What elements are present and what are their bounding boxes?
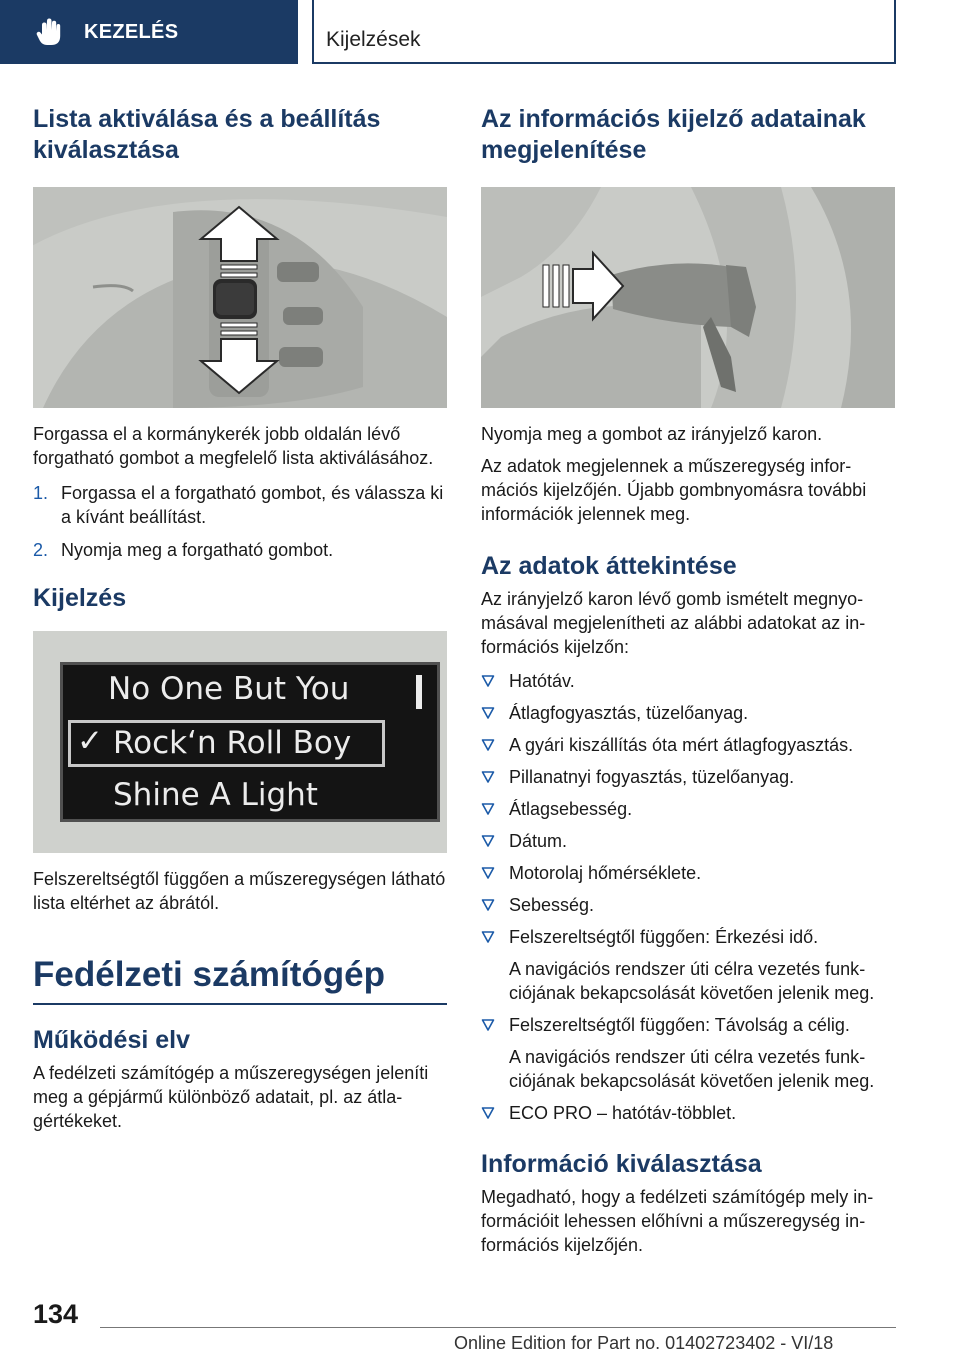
list-item bbox=[481, 1101, 895, 1125]
paragraph-overview: Az irányjelző karon lévő gomb ismételt megnyomásával megjelenítheti az alábbi adatokat az információs kijelzőn: bbox=[481, 589, 866, 657]
list-item bbox=[481, 797, 895, 821]
heading-rule bbox=[33, 1003, 447, 1005]
steering-wheel-figure bbox=[33, 187, 447, 408]
triangle-bullet-icon bbox=[481, 1018, 495, 1032]
section-title: KEZELÉS bbox=[84, 20, 179, 43]
list-item bbox=[481, 893, 895, 917]
heading-board-computer: Fedélzeti számítógép bbox=[33, 955, 386, 994]
step-text: Forgassa el a forgatható gombot, és válassza ki a kívánt beállítást. bbox=[61, 483, 444, 527]
list-item-text: Hatótáv. bbox=[509, 671, 575, 691]
paragraph-select-info: Megadható, hogy a fedélzeti számítógép mely információit lehessen előhívni a műszeregység információs kijelzőjén. bbox=[481, 1187, 874, 1255]
right-column bbox=[481, 104, 895, 1257]
chapter-title: Kijelzések bbox=[326, 28, 421, 51]
list-item-text: Pillanatnyi fogyasztás, tüzelőanyag. bbox=[509, 767, 795, 787]
header-divider bbox=[312, 62, 896, 64]
heading-select-info: Információ kiválasztása bbox=[481, 1150, 762, 1178]
display-list-item: No One But You bbox=[108, 671, 350, 707]
header-divider bbox=[894, 0, 896, 64]
triangle-bullet-icon bbox=[481, 834, 495, 848]
step-text: Nyomja meg a forgatható gombot. bbox=[61, 540, 334, 560]
list-item bbox=[481, 733, 895, 757]
heading-display: Kijelzés bbox=[33, 584, 127, 612]
steering-wheel-illustration bbox=[33, 187, 447, 408]
paragraph-equipment-note: Felszereltségtől függően a műszeregységen látható lista eltérhet az ábrától. bbox=[33, 869, 446, 913]
list-item-text: Átlagsebesség. bbox=[509, 799, 633, 819]
list-item bbox=[33, 538, 447, 562]
display-figure bbox=[33, 631, 447, 853]
heading-operating-principle: Működési elv bbox=[33, 1026, 190, 1054]
turn-signal-figure bbox=[481, 187, 895, 408]
step-number: 2. bbox=[33, 540, 49, 560]
triangle-bullet-icon bbox=[481, 930, 495, 944]
hand-pointer-icon bbox=[34, 17, 64, 47]
step-number: 1. bbox=[33, 483, 49, 503]
paragraph-principle: A fedélzeti számítógép a műszeregységen jeleníti meg a gépjármű különböző adatait, pl. az átlagértékeket. bbox=[33, 1063, 429, 1131]
header-divider bbox=[312, 0, 314, 64]
heading-show-info: Az információs kijelző adatainak megjelenítése bbox=[481, 105, 866, 164]
list-item-text: Átlagfogyasztás, tüzelőanyag. bbox=[509, 703, 749, 723]
paragraph-rotate-knob: Forgassa el a kormánykerék jobb oldalán lévő forgatható gombot a megfelelő lista aktiválásához. bbox=[33, 424, 434, 468]
list-item bbox=[481, 1013, 895, 1093]
check-icon: ✓ bbox=[77, 723, 103, 759]
list-item-text: Felszereltségtől függően: Érkezési idő. bbox=[509, 927, 819, 947]
paragraph-data-appears: Az adatok megjelennek a műszeregység információs kijelzőjén. Újabb gombnyomásra további információk jelennek meg. bbox=[481, 456, 867, 524]
list-item-text: Dátum. bbox=[509, 831, 568, 851]
display-list-item: Shine A Light bbox=[113, 777, 318, 813]
list-item bbox=[481, 925, 895, 1005]
list-item bbox=[481, 829, 895, 853]
display-screen bbox=[60, 662, 440, 822]
triangle-bullet-icon bbox=[481, 802, 495, 816]
list-item bbox=[481, 701, 895, 725]
heading-list-activation: Lista aktiválása és a beállítás kiválasztása bbox=[33, 105, 381, 164]
list-item-text: Sebesség. bbox=[509, 895, 595, 915]
list-item bbox=[33, 481, 447, 529]
list-item bbox=[481, 669, 895, 693]
edition-note: Online Edition for Part no. 01402723402 - VI/18 bbox=[454, 1333, 834, 1353]
list-item-text: A gyári kiszállítás óta mért átlagfogyasztás. bbox=[509, 735, 854, 755]
list-item-text: Motorolaj hőmérséklete. bbox=[509, 863, 702, 883]
page-number: 134 bbox=[33, 1299, 79, 1329]
list-item-note: A navigációs rendszer úti célra vezetés funkciójának bekapcsolását követően jelenik meg. bbox=[509, 959, 875, 1003]
triangle-bullet-icon bbox=[481, 738, 495, 752]
triangle-bullet-icon bbox=[481, 674, 495, 688]
display-scrollbar bbox=[416, 675, 422, 709]
triangle-bullet-icon bbox=[481, 706, 495, 720]
triangle-bullet-icon bbox=[481, 898, 495, 912]
triangle-bullet-icon bbox=[481, 866, 495, 880]
footer-rule bbox=[100, 1327, 896, 1328]
list-item bbox=[481, 861, 895, 885]
left-column bbox=[33, 104, 447, 1133]
heading-data-overview: Az adatok áttekintése bbox=[481, 552, 737, 580]
display-list-item: Rock‘n Roll Boy bbox=[113, 725, 352, 761]
list-item-note: A navigációs rendszer úti célra vezetés funkciójának bekapcsolását követően jelenik meg. bbox=[509, 1047, 875, 1091]
data-overview-list bbox=[481, 669, 895, 1125]
triangle-bullet-icon bbox=[481, 1106, 495, 1120]
triangle-bullet-icon bbox=[481, 770, 495, 784]
steps-list bbox=[33, 481, 447, 562]
list-item bbox=[481, 765, 895, 789]
list-item-text: Felszereltségtől függően: Távolság a célig. bbox=[509, 1015, 850, 1035]
paragraph-press-button: Nyomja meg a gombot az irányjelző karon. bbox=[481, 424, 823, 444]
turn-signal-illustration bbox=[481, 187, 895, 408]
list-item-text: ECO PRO – hatótáv-többlet. bbox=[509, 1103, 737, 1123]
section-tab bbox=[0, 0, 298, 64]
